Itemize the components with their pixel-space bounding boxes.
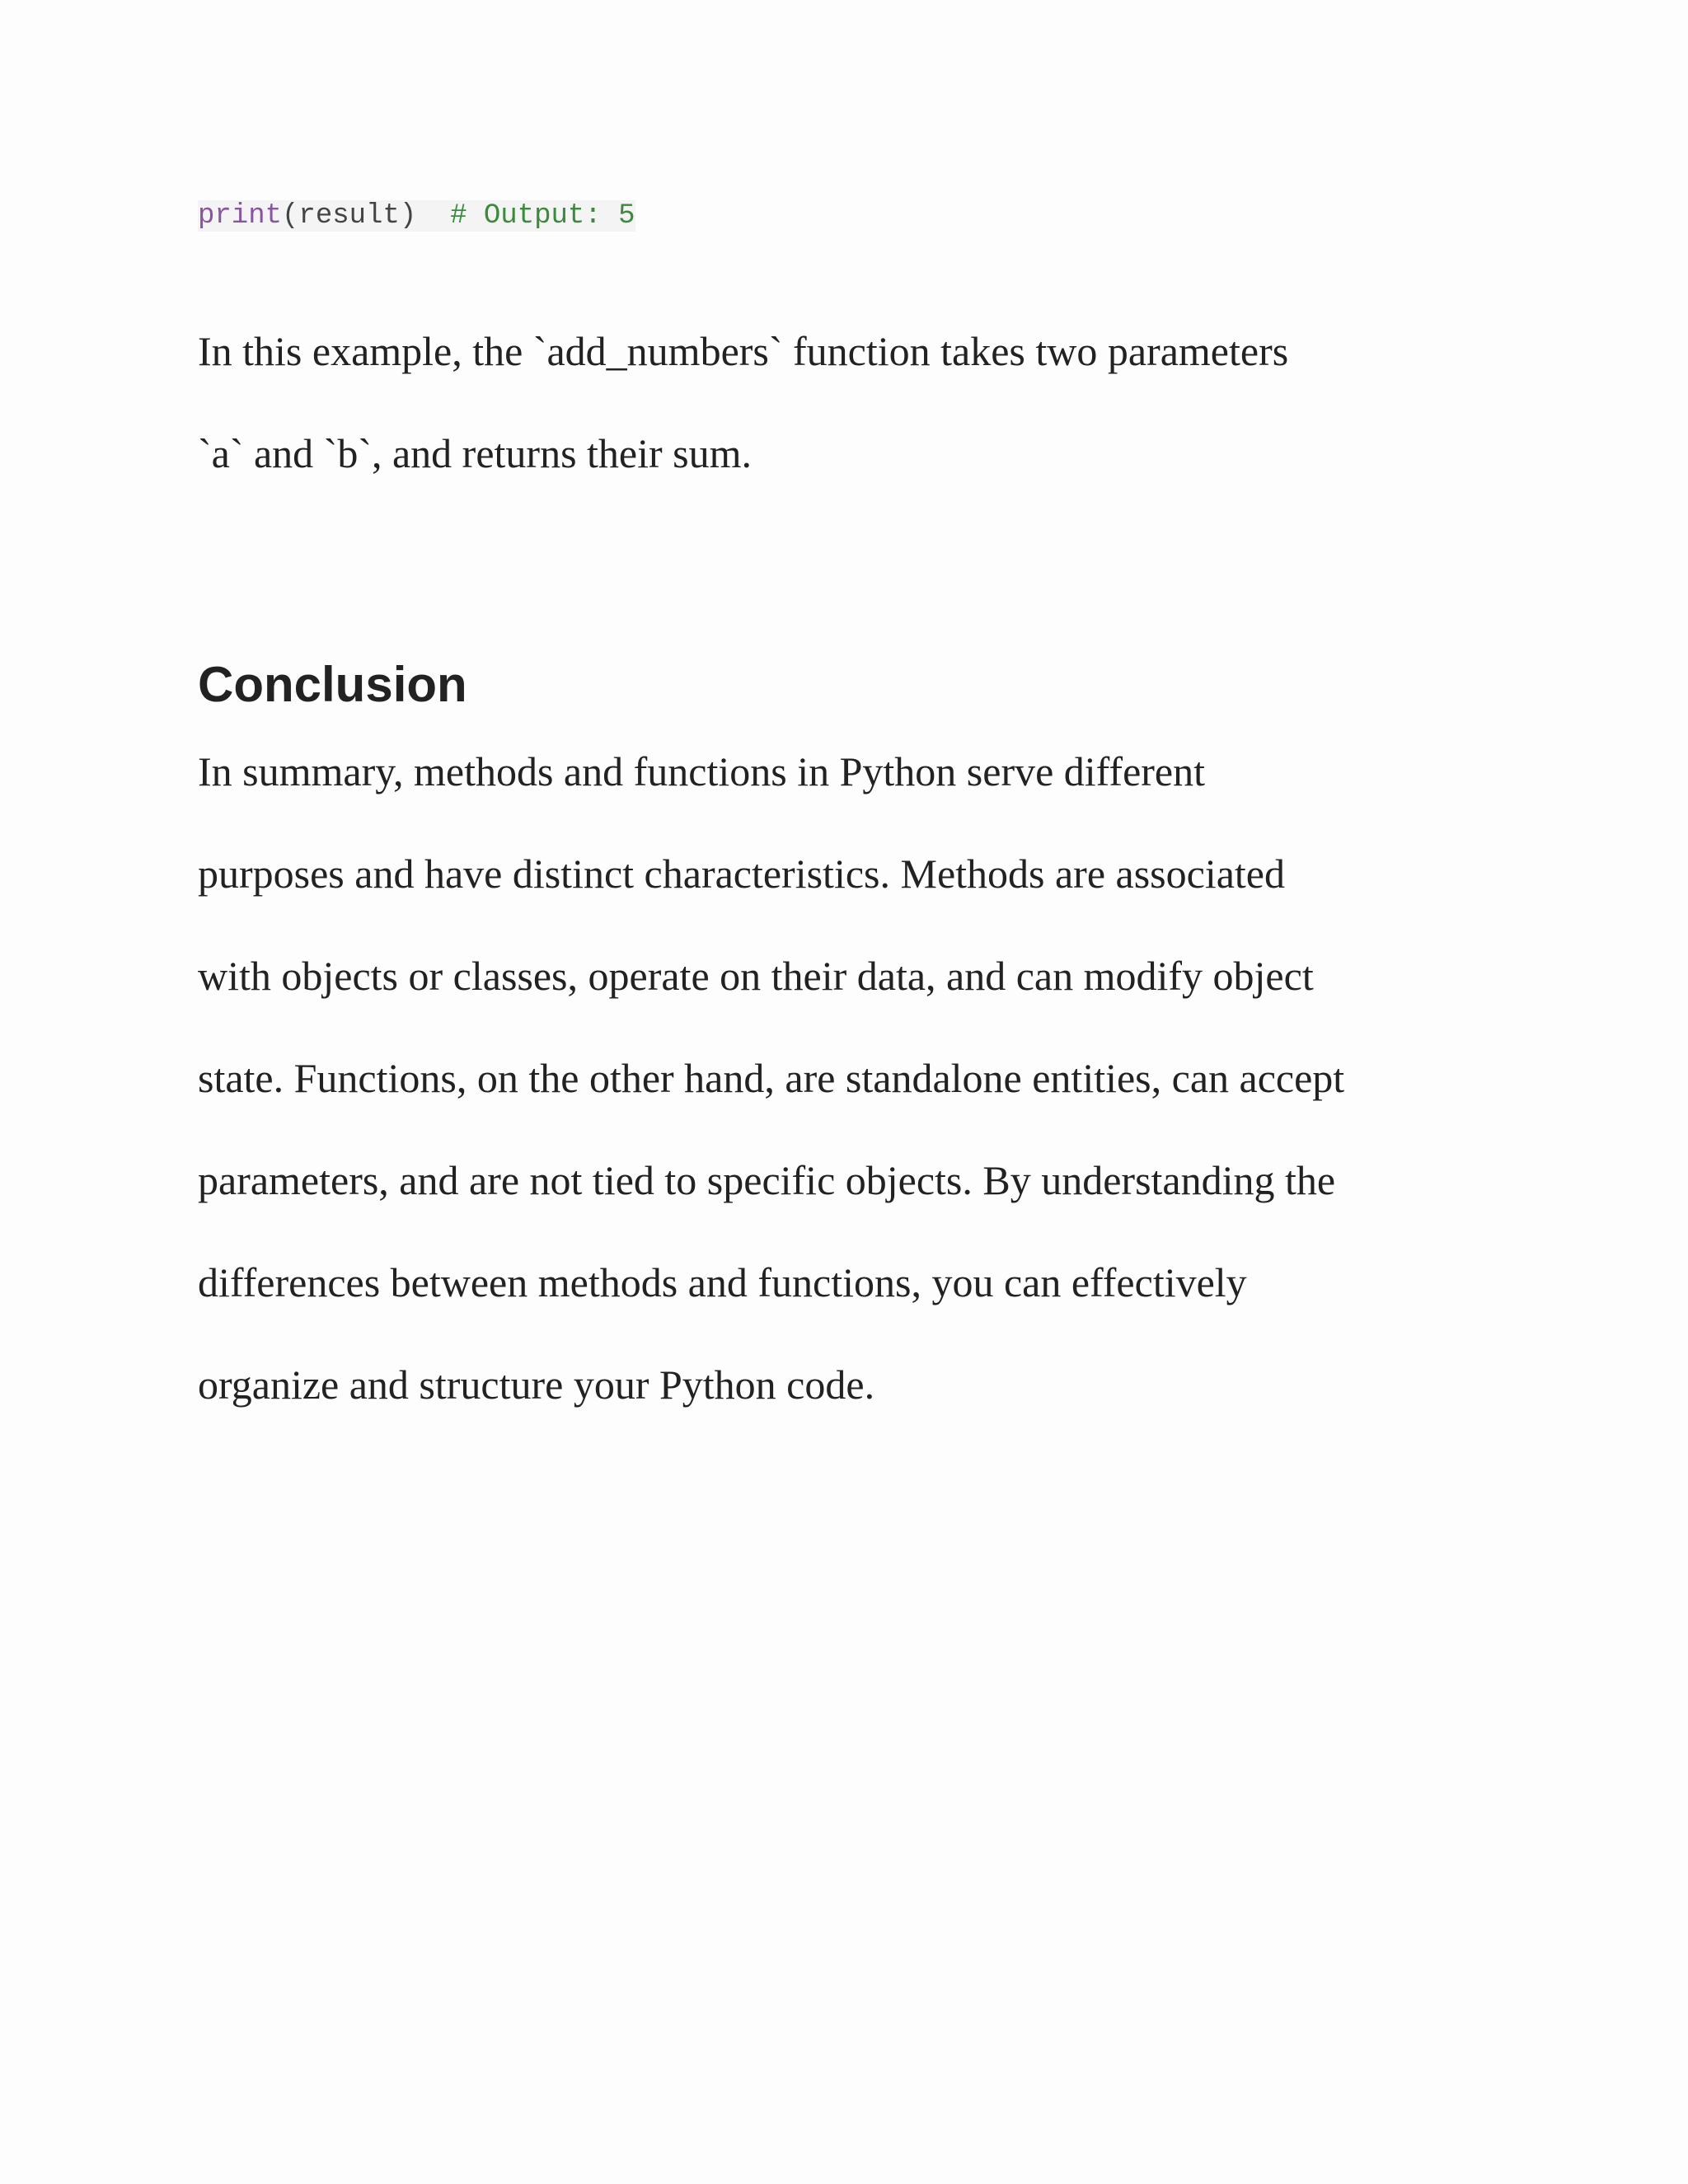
paragraph-line: differences between methods and functions, you can effectively <box>198 1259 1247 1305</box>
code-args: (result) <box>282 200 417 232</box>
paragraph-line: In this example, the `add_numbers` function takes two parameters <box>198 328 1289 374</box>
code-spacer <box>416 200 450 232</box>
paragraph-line: with objects or classes, operate on their data, and can modify object <box>198 953 1314 999</box>
paragraph-line: organize and structure your Python code. <box>198 1361 875 1408</box>
code-snippet <box>198 193 635 239</box>
intro-paragraph <box>198 300 1550 504</box>
paragraph-line: state. Functions, on the other hand, are standalone entities, can accept <box>198 1055 1345 1101</box>
paragraph-line: In summary, methods and functions in Python serve different <box>198 748 1205 794</box>
code-background <box>198 200 635 232</box>
paragraph-line: purposes and have distinct characteristics. Methods are associated <box>198 851 1285 897</box>
paragraph-line: `a` and `b`, and returns their sum. <box>198 430 752 476</box>
section-heading: Conclusion <box>198 657 467 712</box>
paragraph-line: parameters, and are not tied to specific objects. By understanding the <box>198 1157 1336 1203</box>
conclusion-paragraph <box>198 720 1550 1436</box>
code-comment: # Output: 5 <box>450 200 635 232</box>
code-builtin-print: print <box>198 200 283 232</box>
